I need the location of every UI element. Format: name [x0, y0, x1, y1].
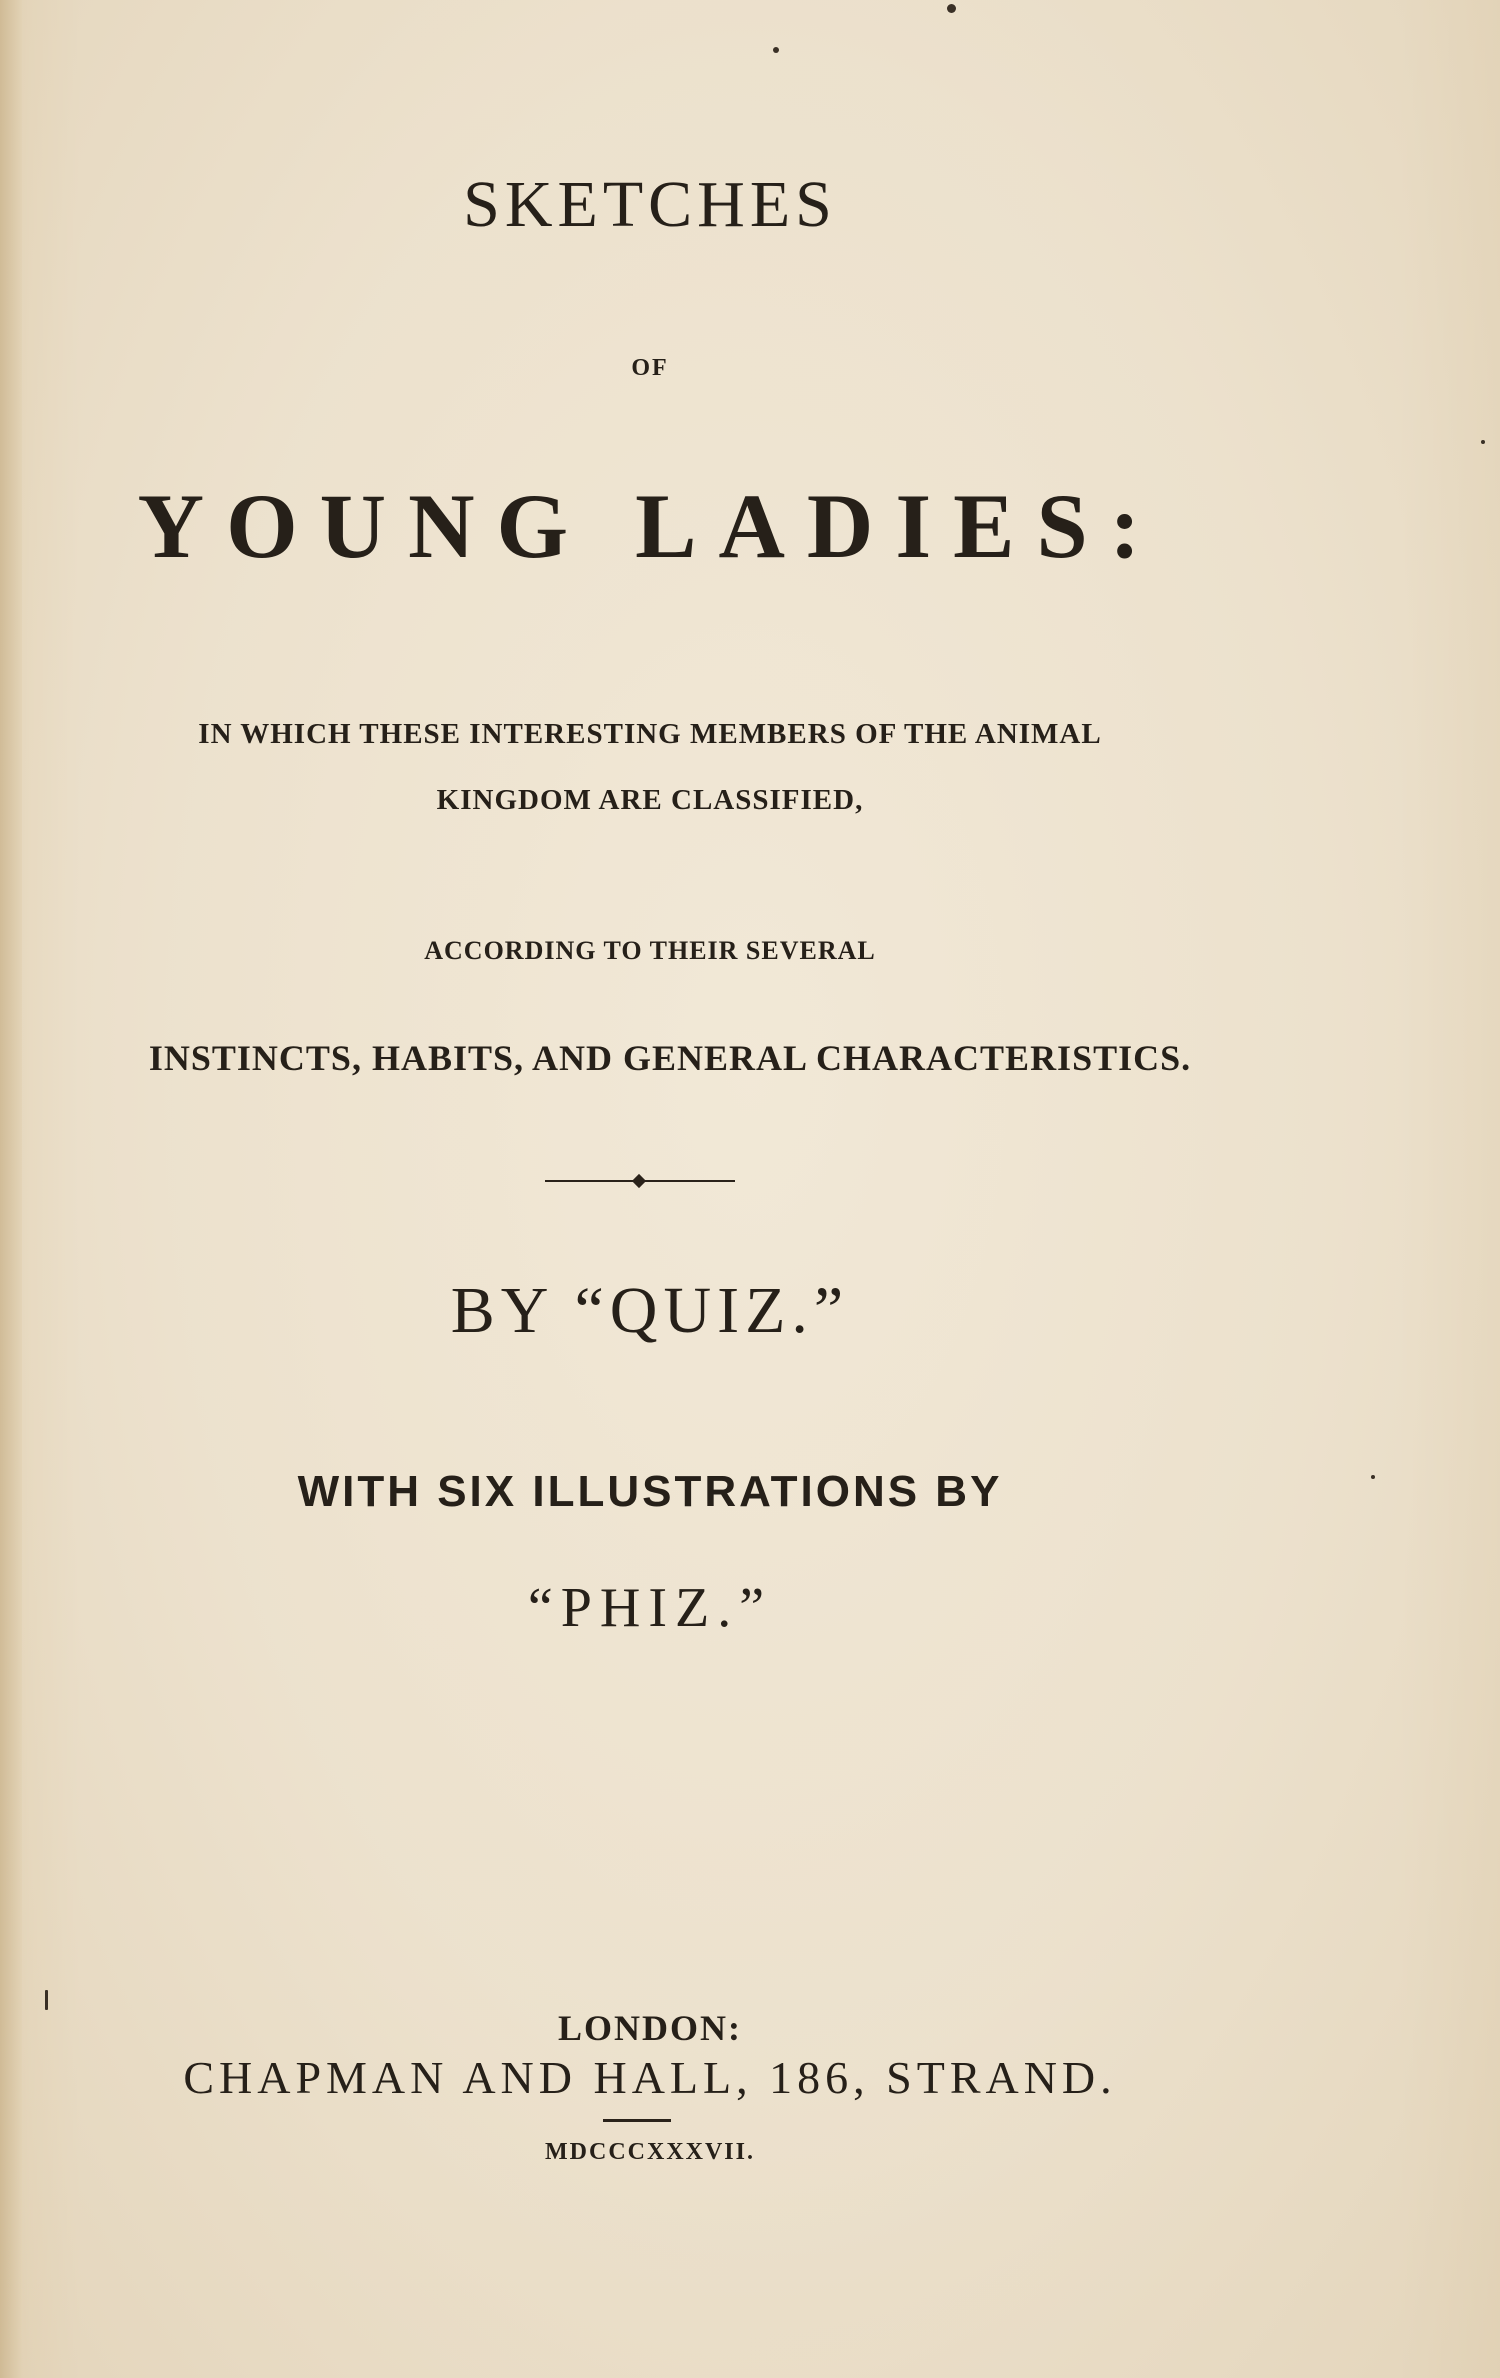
- ornamental-rule: [545, 1175, 735, 1187]
- diamond-icon: [632, 1174, 646, 1188]
- subtitle-line-3: ACCORDING TO THEIR SEVERAL: [424, 936, 876, 965]
- ink-speck: [1371, 1475, 1375, 1479]
- imprint-place: LONDON:: [558, 2008, 742, 2048]
- title-of: OF: [631, 355, 669, 381]
- author-line: BY “QUIZ.”: [450, 1274, 850, 1347]
- ink-speck: [1481, 440, 1485, 444]
- subtitle-line-4: INSTINCTS, HABITS, AND GENERAL CHARACTERISTICS.: [148, 1038, 1192, 1078]
- subtitle-line-2: KINGDOM ARE CLASSIFIED,: [436, 784, 864, 816]
- ink-speck: [947, 4, 956, 13]
- illustrations-line: WITH SIX ILLUSTRATIONS BY: [297, 1467, 1003, 1516]
- subtitle-line-1: IN WHICH THESE INTERESTING MEMBERS OF THE ANIMAL: [198, 718, 1102, 750]
- ink-speck: [773, 47, 779, 53]
- imprint-year: MDCCCXXXVII.: [545, 2139, 755, 2165]
- ink-speck: [45, 1990, 48, 2010]
- imprint-rule: [603, 2119, 671, 2122]
- page-title: YOUNG LADIES:: [137, 475, 1163, 577]
- illustrator-line: “PHIZ.”: [527, 1577, 773, 1639]
- title-sketches: SKETCHES: [463, 168, 837, 241]
- imprint-publisher: CHAPMAN AND HALL, 186, STRAND.: [183, 2052, 1117, 2103]
